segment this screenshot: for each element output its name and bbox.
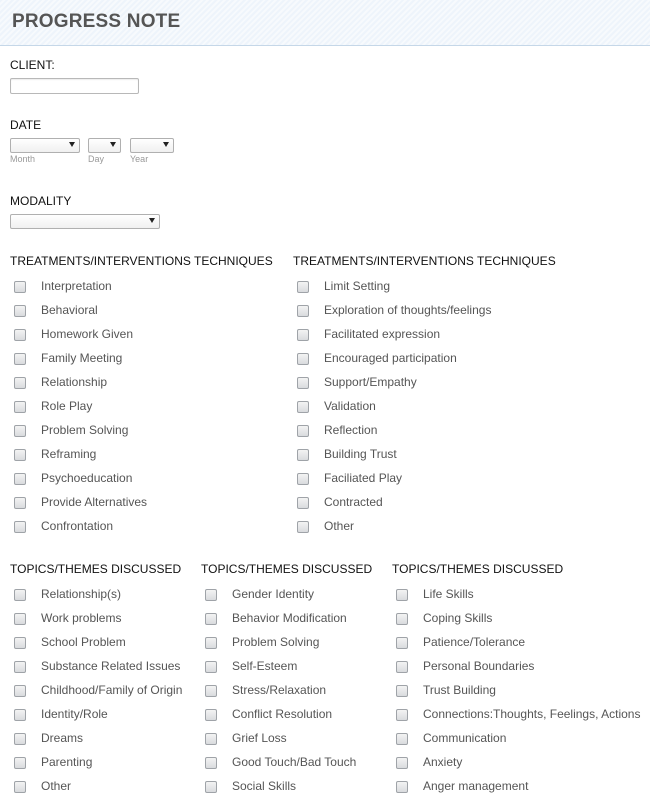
client-input[interactable]: [10, 78, 139, 94]
month-select[interactable]: [10, 138, 80, 153]
checkbox[interactable]: [396, 685, 408, 697]
month-sublabel: Month: [10, 154, 36, 164]
checkbox-label: Confrontation: [41, 519, 114, 533]
checkbox[interactable]: [297, 401, 309, 413]
checkbox[interactable]: [297, 305, 309, 317]
checkbox-label: Building Trust: [324, 447, 397, 461]
checkbox[interactable]: [297, 281, 309, 293]
checkbox[interactable]: [14, 377, 26, 389]
checkbox-label: Identity/Role: [41, 707, 108, 721]
checkbox[interactable]: [396, 661, 408, 673]
checkbox[interactable]: [14, 733, 26, 745]
checkbox-label: Facilitated expression: [324, 327, 441, 341]
checkbox-label: Social Skills: [232, 779, 297, 793]
modality-select[interactable]: [10, 214, 160, 229]
chevron-down-icon: [110, 142, 116, 147]
checkbox[interactable]: [297, 425, 309, 437]
checkbox[interactable]: [205, 709, 217, 721]
checkbox[interactable]: [396, 733, 408, 745]
checkbox[interactable]: [205, 733, 217, 745]
checkbox[interactable]: [14, 757, 26, 769]
checkbox[interactable]: [396, 709, 408, 721]
checkbox-label: Behavior Modification: [232, 611, 347, 625]
checkbox-label: Psychoeducation: [41, 471, 133, 485]
form-title: PROGRESS NOTE: [12, 11, 181, 32]
checkbox[interactable]: [14, 781, 26, 793]
checkbox-label: Anxiety: [423, 755, 463, 769]
checkbox-label: Family Meeting: [41, 351, 123, 365]
checkbox-label: Substance Related Issues: [41, 659, 181, 673]
checkbox[interactable]: [14, 473, 26, 485]
date-label: DATE: [10, 118, 42, 132]
checkbox[interactable]: [14, 589, 26, 601]
day-select[interactable]: [88, 138, 121, 153]
year-select[interactable]: [130, 138, 174, 153]
day-sublabel: Day: [88, 154, 105, 164]
checkbox-label: Other: [41, 779, 72, 793]
checkbox-label: Relationship: [41, 375, 108, 389]
checkbox-label: Stress/Relaxation: [232, 683, 327, 697]
checkbox-label: Behavioral: [41, 303, 98, 317]
checkbox[interactable]: [396, 613, 408, 625]
checkbox[interactable]: [14, 613, 26, 625]
checkbox-label: Personal Boundaries: [423, 659, 535, 673]
checkbox[interactable]: [14, 425, 26, 437]
checkbox-label: Gender Identity: [232, 587, 315, 601]
checkbox[interactable]: [205, 685, 217, 697]
checkbox[interactable]: [297, 521, 309, 533]
checkbox-label: Problem Solving: [232, 635, 320, 649]
checkbox-label: Exploration of thoughts/feelings: [324, 303, 492, 317]
topics-heading-1: TOPICS/THEMES DISCUSSED: [10, 562, 182, 576]
checkbox-label: Communication: [423, 731, 507, 745]
checkbox[interactable]: [14, 281, 26, 293]
checkbox-label: Childhood/Family of Origin: [41, 683, 183, 697]
checkbox-label: Role Play: [41, 399, 93, 413]
checkbox-label: Parenting: [41, 755, 93, 769]
checkbox-label: Connections:Thoughts, Feelings, Actions: [423, 707, 641, 721]
checkbox[interactable]: [14, 401, 26, 413]
checkbox[interactable]: [297, 473, 309, 485]
modality-label: MODALITY: [10, 194, 72, 208]
year-sublabel: Year: [130, 154, 149, 164]
checkbox[interactable]: [205, 637, 217, 649]
client-label: CLIENT:: [10, 58, 55, 72]
checkbox[interactable]: [396, 589, 408, 601]
checkbox-label: Grief Loss: [232, 731, 287, 745]
checkbox-label: Conflict Resolution: [232, 707, 333, 721]
topics-heading-2: TOPICS/THEMES DISCUSSED: [201, 562, 373, 576]
checkbox-label: Homework Given: [41, 327, 134, 341]
checkbox[interactable]: [205, 661, 217, 673]
checkbox[interactable]: [396, 781, 408, 793]
treatments-heading-2: TREATMENTS/INTERVENTIONS TECHNIQUES: [293, 254, 556, 268]
checkbox[interactable]: [14, 353, 26, 365]
checkbox-label: Limit Setting: [324, 279, 391, 293]
topics-heading-3: TOPICS/THEMES DISCUSSED: [392, 562, 564, 576]
checkbox-label: Anger management: [423, 779, 529, 793]
checkbox[interactable]: [297, 353, 309, 365]
checkbox[interactable]: [396, 757, 408, 769]
checkbox[interactable]: [14, 661, 26, 673]
checkbox[interactable]: [205, 589, 217, 601]
treatments-heading-1: TREATMENTS/INTERVENTIONS TECHNIQUES: [10, 254, 273, 268]
checkbox[interactable]: [14, 305, 26, 317]
checkbox[interactable]: [205, 781, 217, 793]
form-header: [0, 0, 650, 46]
chevron-down-icon: [149, 218, 155, 223]
checkbox-label: Coping Skills: [423, 611, 493, 625]
checkbox[interactable]: [14, 685, 26, 697]
checkbox[interactable]: [297, 377, 309, 389]
checkbox-label: Relationship(s): [41, 587, 122, 601]
checkbox[interactable]: [14, 521, 26, 533]
checkbox[interactable]: [205, 613, 217, 625]
checkbox[interactable]: [14, 497, 26, 509]
checkbox[interactable]: [297, 329, 309, 341]
checkbox-label: Interpretation: [41, 279, 112, 293]
chevron-down-icon: [163, 142, 169, 147]
checkbox[interactable]: [205, 757, 217, 769]
checkbox[interactable]: [14, 329, 26, 341]
checkbox-label: Dreams: [41, 731, 84, 745]
checkbox-label: Encouraged participation: [324, 351, 457, 365]
checkbox[interactable]: [14, 637, 26, 649]
checkbox-label: Problem Solving: [41, 423, 129, 437]
checkbox-label: School Problem: [41, 635, 126, 649]
checkbox[interactable]: [14, 449, 26, 461]
checkbox-label: Contracted: [324, 495, 383, 509]
checkbox-label: Trust Building: [423, 683, 496, 697]
checkbox[interactable]: [297, 449, 309, 461]
checkbox-label: Self-Esteem: [232, 659, 298, 673]
checkbox-label: Work problems: [41, 611, 122, 625]
checkbox[interactable]: [14, 709, 26, 721]
chevron-down-icon: [69, 142, 75, 147]
checkbox-label: Life Skills: [423, 587, 474, 601]
checkbox-label: Patience/Tolerance: [423, 635, 526, 649]
checkbox-label: Faciliated Play: [324, 471, 403, 485]
checkbox[interactable]: [297, 497, 309, 509]
checkbox-label: Other: [324, 519, 355, 533]
checkbox[interactable]: [396, 637, 408, 649]
checkbox-label: Reframing: [41, 447, 97, 461]
checkbox-label: Provide Alternatives: [41, 495, 148, 509]
checkbox-label: Validation: [324, 399, 376, 413]
checkbox-label: Reflection: [324, 423, 378, 437]
checkbox-label: Support/Empathy: [324, 375, 417, 389]
checkbox-label: Good Touch/Bad Touch: [232, 755, 357, 769]
